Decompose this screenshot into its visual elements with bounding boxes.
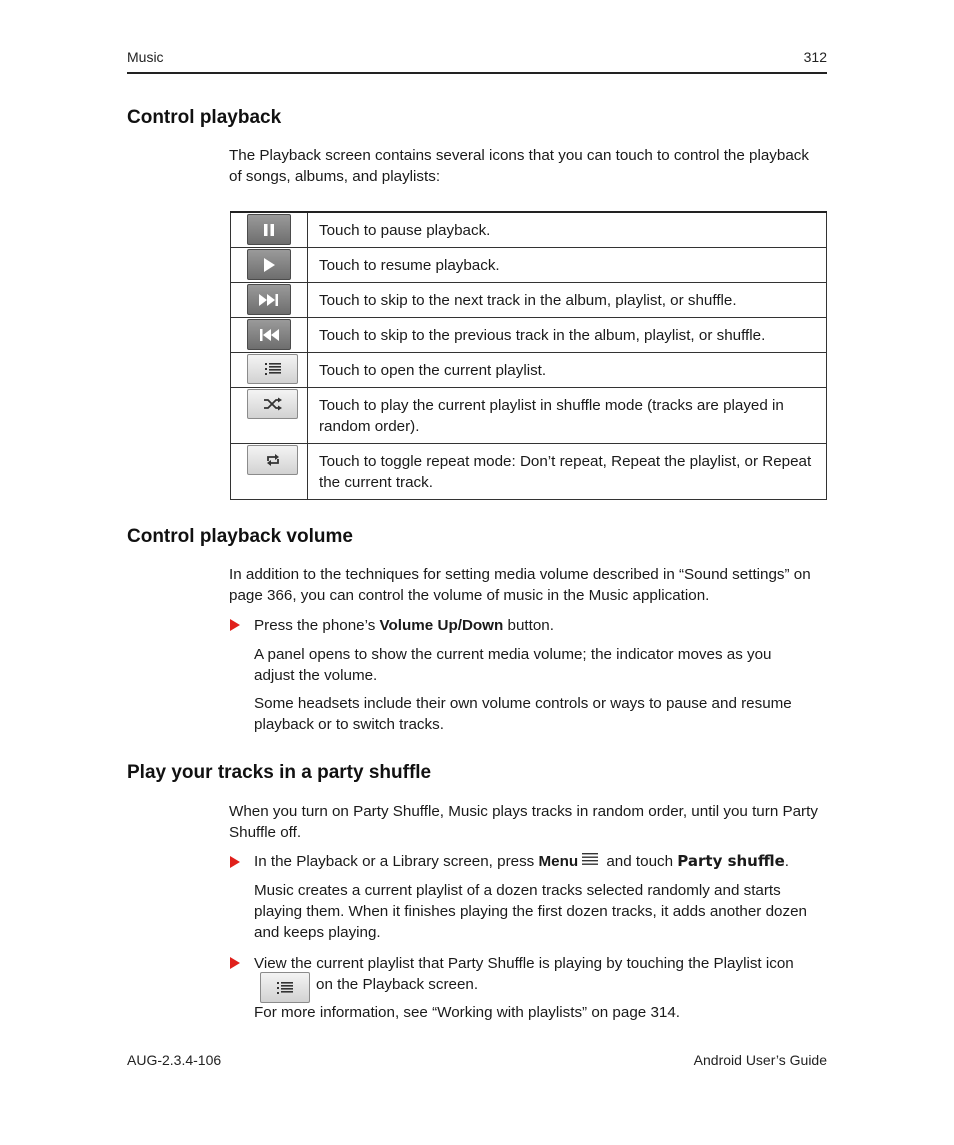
control-playback-intro: The Playback screen contains several icons that you can touch to control the playback of songs, albums, and playlists: [229, 147, 809, 185]
header-rule [127, 72, 827, 74]
header-page-number: 312 [803, 49, 827, 65]
header-section: Music [127, 49, 164, 65]
bullet-arrow-icon [230, 957, 240, 969]
table-cell-text: Touch to skip to the next track in the album, playlist, or shuffle. [308, 283, 827, 318]
table-row [231, 353, 827, 388]
heading-party-shuffle: Play your tracks in a party shuffle [127, 762, 432, 783]
table-cell-text: Touch to skip to the previous track in the album, playlist, or shuffle. [308, 318, 827, 353]
previous-track-icon [247, 319, 291, 350]
heading-control-playback: Control playback [127, 107, 282, 128]
table-row [231, 212, 827, 248]
volume-intro: In addition to the techniques for setting media volume described in “Sound settings” on page 366, you can control the volume of music in the Music application. [229, 566, 811, 604]
bullet-arrow-icon [230, 856, 240, 868]
table-row [231, 388, 827, 444]
table-row [231, 283, 827, 318]
shuffle-icon [247, 389, 298, 419]
party-shuffle-step-2-line-1: View the current playlist that Party Shuffle is playing by touching the Playlist icon [254, 955, 794, 972]
table-cell-text: Touch to play the current playlist in shuffle mode (tracks are played in random order). [308, 388, 827, 444]
heading-control-playback-volume: Control playback volume [127, 526, 353, 547]
pause-icon [247, 214, 291, 245]
footer-title: Android User’s Guide [693, 1052, 827, 1068]
table-cell-text: Touch to pause playback. [308, 212, 827, 248]
party-shuffle-step-2-note: For more information, see “Working with playlists” on page 314. [254, 1004, 680, 1021]
bullet-arrow-icon [230, 619, 240, 631]
volume-note-1: A panel opens to show the current media volume; the indicator moves as you adjust the volume. [254, 646, 772, 684]
playlist-icon [260, 972, 310, 1003]
party-shuffle-step-1: In the Playback or a Library screen, press Menu and touch Party shuffle. [254, 851, 826, 872]
party-shuffle-intro: When you turn on Party Shuffle, Music plays tracks in random order, until you turn Party Shuffle off. [229, 803, 818, 841]
party-shuffle-step-1-note: Music creates a current playlist of a dozen tracks selected randomly and starts playing them. When it finishes playing the first dozen tracks, it adds another dozen and keeps playing. [254, 882, 807, 941]
playback-controls-table [230, 211, 827, 500]
table-cell-text: Touch to open the current playlist. [308, 353, 827, 388]
table-row [231, 248, 827, 283]
volume-step: Press the phone’s Volume Up/Down button. [254, 617, 554, 634]
repeat-icon [247, 445, 298, 475]
menu-icon [581, 851, 599, 872]
play-icon [247, 249, 291, 280]
table-cell-text: Touch to resume playback. [308, 248, 827, 283]
table-cell-text: Touch to toggle repeat mode: Don’t repeat, Repeat the playlist, or Repeat the current track. [308, 444, 827, 500]
next-track-icon [247, 284, 291, 315]
footer-doc-id: AUG-2.3.4-106 [127, 1052, 222, 1068]
volume-note-2: Some headsets include their own volume controls or ways to pause and resume playback or to switch tracks. [254, 695, 792, 733]
party-shuffle-step-2-line-2: on the Playback screen. [316, 976, 479, 993]
table-row [231, 444, 827, 500]
table-row [231, 318, 827, 353]
playlist-icon [247, 354, 298, 384]
